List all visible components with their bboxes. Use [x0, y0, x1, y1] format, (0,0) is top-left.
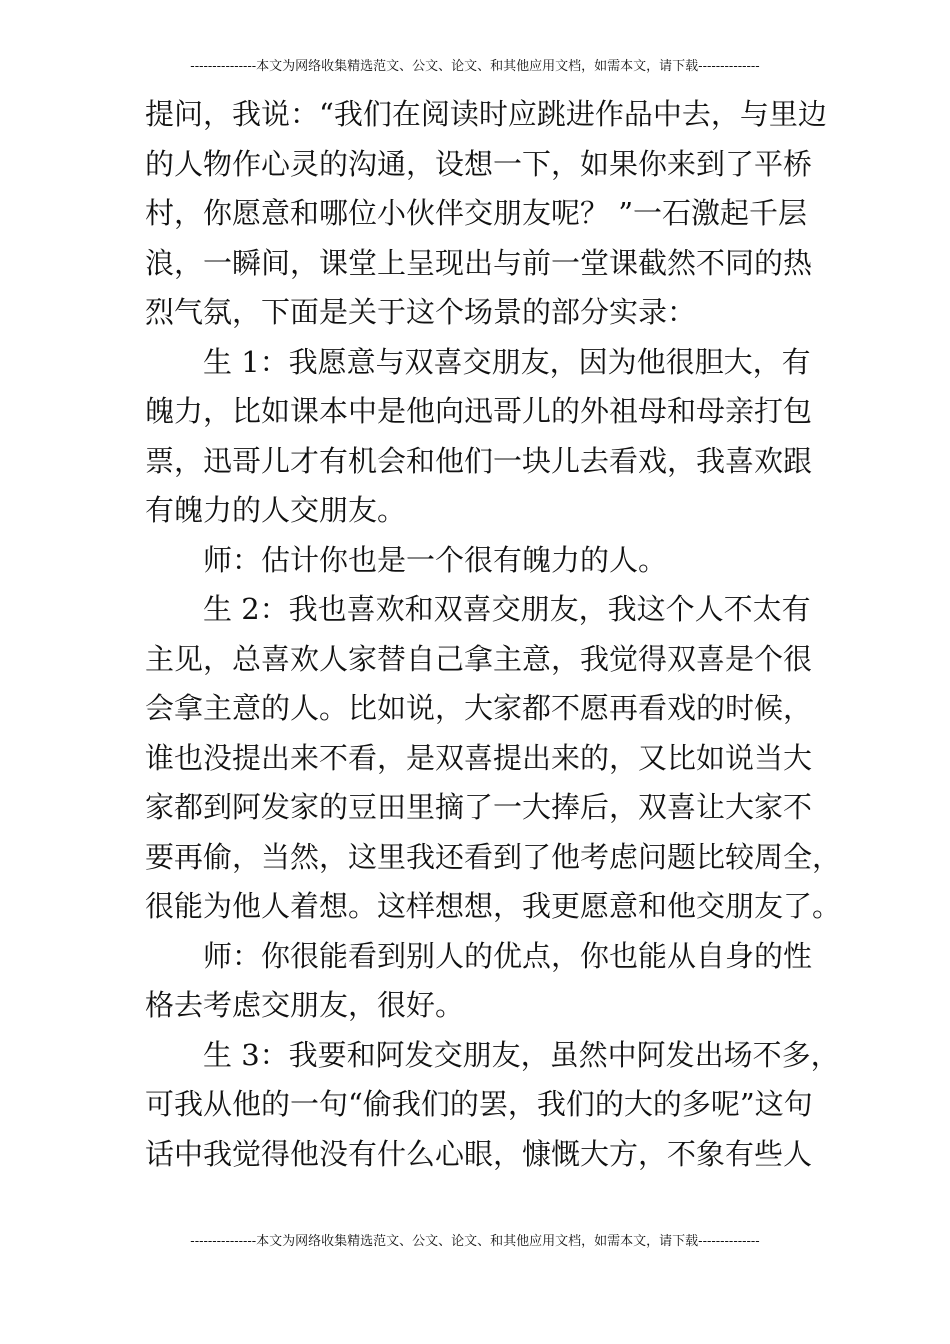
- text-line: 的人物作心灵的沟通，设想一下，如果你来到了平桥: [145, 146, 813, 181]
- text-line: 师：你很能看到别人的优点，你也能从自身的性: [203, 938, 813, 973]
- text-line: 生 1：我愿意与双喜交朋友，因为他很胆大，有: [203, 344, 811, 379]
- text-line: 主见，总喜欢人家替自己拿主意，我觉得双喜是个很: [145, 641, 813, 676]
- document-body: [145, 90, 842, 1179]
- text-line: 魄力，比如课本中是他向迅哥儿的外祖母和母亲打包: [145, 394, 813, 428]
- text-line: 很能为他人着想。这样想想，我更愿意和他交朋友了。: [145, 889, 842, 923]
- text-line: 浪，一瞬间，课堂上呈现出与前一堂课截然不同的热: [145, 245, 813, 280]
- page-footer: ---------------本文为网络收集精选范文、公文、论文、和其他应用文档，如需本文，请下载--------------: [190, 1234, 760, 1249]
- text-line: 生 3：我要和阿发交朋友，虽然中阿发出场不多，: [203, 1037, 840, 1072]
- text-line: 会拿主意的人。比如说，大家都不愿再看戏的时候，: [145, 691, 813, 725]
- text-line: 烈气氛，下面是关于这个场景的部分实录：: [145, 295, 697, 329]
- text-line: 可我从他的一句“偷我们的罢，我们的大的多呢”这句: [145, 1087, 813, 1121]
- text-line: 有魄力的人交朋友。: [145, 493, 407, 527]
- text-line: 提问，我说：“我们在阅读时应跳进作品中去，与里边: [145, 97, 827, 131]
- text-line: 家都到阿发家的豆田里摘了一大捧后，双喜让大家不: [145, 790, 813, 824]
- text-line: 要再偷，当然，这里我还看到了他考虑问题比较周全，: [145, 839, 842, 874]
- text-line: 票，迅哥儿才有机会和他们一块儿去看戏，我喜欢跟: [145, 443, 813, 478]
- text-line: 师：估计你也是一个很有魄力的人。: [203, 542, 668, 577]
- page-header: ---------------本文为网络收集精选范文、公文、论文、和其他应用文档，如需本文，请下载--------------: [190, 59, 760, 74]
- text-line: 村，你愿意和哪位小伙伴交朋友呢？ ”一石激起千层: [145, 196, 808, 230]
- text-line: 格去考虑交朋友，很好。: [145, 988, 465, 1022]
- text-line: 话中我觉得他没有什么心眼，慷慨大方，不象有些人: [145, 1136, 813, 1171]
- text-line: 谁也没提出来不看，是双喜提出来的，又比如说当大: [145, 740, 813, 775]
- text-line: 生 2：我也喜欢和双喜交朋友，我这个人不太有: [203, 592, 811, 626]
